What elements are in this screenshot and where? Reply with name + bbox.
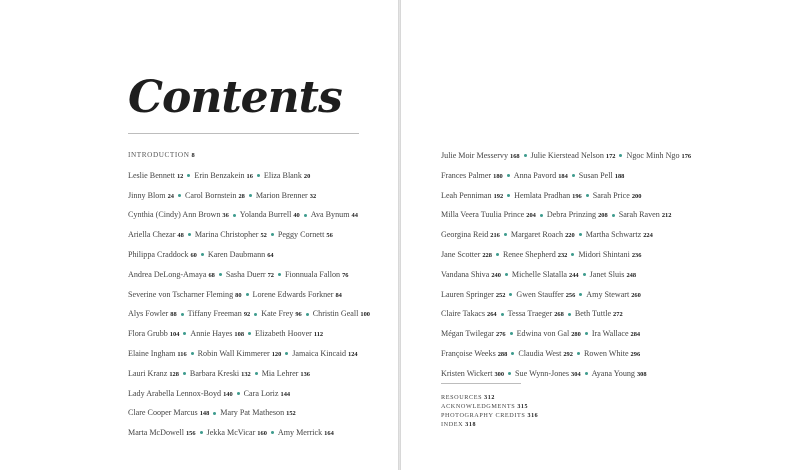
bullet-icon [181, 313, 184, 316]
toc-entry-name[interactable]: Sue Wynn-Jones [515, 368, 570, 378]
toc-entry-page: 72 [267, 271, 274, 279]
toc-line [441, 364, 691, 384]
backmatter-item[interactable] [441, 411, 538, 420]
bullet-icon [586, 194, 589, 197]
bullet-icon [246, 293, 249, 296]
toc-entry-page: 208 [598, 212, 608, 220]
toc-line [441, 146, 691, 166]
bullet-icon [271, 431, 274, 434]
toc-entry-page: 228 [482, 251, 492, 259]
bullet-icon [237, 392, 240, 395]
bullet-icon [306, 313, 309, 316]
toc-entry-page: 244 [569, 271, 579, 279]
toc-right-column [441, 146, 691, 384]
toc-entry-name[interactable]: Julie Moir Messervy [441, 151, 508, 160]
bullet-icon [496, 253, 499, 256]
toc-line [128, 265, 370, 285]
toc-entry-name[interactable]: Andrea DeLong-Amaya [128, 269, 207, 279]
toc-entry-name[interactable]: Ariella Chezar [128, 230, 176, 240]
toc-line [128, 344, 370, 364]
bullet-icon [507, 194, 510, 197]
toc-entry-page: 52 [260, 232, 267, 240]
toc-entry-name[interactable]: Leslie Bennett [128, 170, 175, 180]
toc-entry-page: 20 [303, 172, 311, 180]
toc-entry-name[interactable]: Elaine Ingham [128, 348, 176, 358]
toc-entry-page: 272 [613, 311, 623, 319]
bullet-icon [510, 332, 513, 335]
toc-entry-page: 68 [208, 271, 215, 279]
toc-entry-name[interactable]: Susan Pell [578, 170, 613, 180]
toc-entry-name[interactable]: Michelle Slatalla [511, 269, 567, 279]
bullet-icon [524, 154, 527, 157]
toc-entry-page: 148 [199, 410, 210, 418]
bullet-icon [511, 352, 514, 355]
toc-entry-name[interactable]: Lady Arabella Lennox-Boyd [128, 388, 222, 398]
backmatter-item[interactable] [441, 420, 538, 429]
bullet-icon [285, 352, 288, 355]
bullet-icon [579, 293, 582, 296]
toc-entry-name[interactable]: Karen Daubmann [207, 249, 266, 259]
toc-entry-name[interactable]: Mary Pat Matheson [220, 408, 285, 418]
toc-entry-page: 220 [565, 232, 575, 240]
toc-entry-name[interactable]: Renee Shepherd [502, 249, 556, 259]
toc-entry-page: 24 [167, 192, 174, 200]
bullet-icon [579, 233, 582, 236]
toc-entry-page: 104 [169, 331, 180, 339]
toc-entry-page: 256 [565, 291, 576, 299]
bullet-icon [200, 431, 203, 434]
toc-line [441, 265, 691, 285]
bullet-icon [248, 332, 251, 335]
toc-entry-name[interactable]: Annie Hayes [190, 329, 233, 339]
toc-line [441, 285, 691, 305]
toc-entry-name[interactable]: Tiffany Freeman [187, 309, 242, 319]
toc-entry-page: 180 [493, 172, 503, 180]
bullet-icon [254, 313, 257, 316]
toc-entry-page: 200 [631, 192, 642, 200]
toc-entry-name[interactable]: Erin Benzakein [194, 170, 245, 180]
toc-entry-page: 44 [351, 212, 358, 220]
backmatter-list [441, 393, 538, 429]
toc-entry-name[interactable]: Yolanda Burrell [239, 210, 292, 220]
bullet-icon [572, 174, 575, 177]
toc-line [441, 166, 691, 186]
toc-entry-name[interactable]: Claudia West [518, 348, 562, 358]
toc-line [128, 205, 370, 225]
toc-entry-name[interactable]: Frances Palmer [441, 170, 492, 180]
toc-entry-name[interactable]: Hemlata Pradhan [514, 190, 571, 200]
toc-entry-name[interactable]: Alys Fowler [128, 309, 169, 319]
toc-entry-name[interactable]: Philippa Craddock [128, 249, 189, 259]
toc-entry-name[interactable]: Barbara Kreski [189, 368, 240, 378]
bullet-icon [571, 253, 574, 256]
bullet-icon [257, 174, 260, 177]
toc-entry-name[interactable]: Sarah Raven [618, 210, 660, 220]
backmatter-label: ACKNOWLEDGMENTS [441, 403, 516, 410]
toc-entry-page: 164 [324, 430, 334, 438]
toc-entry-page: 304 [571, 370, 581, 378]
toc-entry-page: 252 [495, 291, 506, 299]
toc-entry-page: 160 [257, 430, 267, 438]
toc-entry-page: 288 [497, 350, 508, 358]
toc-entry-name[interactable]: Severine von Tscharner Fleming [128, 289, 234, 299]
bullet-icon [249, 194, 252, 197]
toc-entry-name[interactable]: Martha Schwartz [585, 230, 642, 240]
toc-entry-page: 100 [360, 311, 370, 319]
toc-entry-page: 292 [563, 350, 573, 358]
toc-entry-name[interactable]: Elizabeth Hoover [255, 329, 312, 339]
toc-entry-page: 36 [222, 212, 229, 220]
bullet-icon [507, 174, 510, 177]
bullet-icon [188, 233, 191, 236]
toc-line [128, 225, 370, 245]
toc-entry-page: 264 [487, 311, 497, 319]
toc-entry-page: 12 [176, 172, 184, 180]
toc-entry-page: 108 [234, 331, 245, 339]
toc-entry-name[interactable]: Mia Lehrer [261, 368, 299, 378]
toc-entry-page: 188 [614, 172, 625, 180]
toc-entry-page: 248 [626, 271, 637, 279]
toc-entry-name[interactable]: Anna Pavord [513, 170, 557, 180]
bullet-icon [304, 214, 307, 217]
toc-entry-page: 16 [246, 172, 253, 180]
bullet-icon [233, 214, 236, 217]
toc-line [441, 186, 691, 206]
title-divider [128, 133, 359, 134]
bullet-icon [577, 352, 580, 355]
toc-entry-page: 28 [238, 192, 245, 200]
bullet-icon [191, 352, 194, 355]
toc-entry-name[interactable]: Lauri Kranz [128, 368, 168, 378]
left-page [0, 0, 398, 470]
toc-entry-page: 152 [286, 410, 296, 418]
bullet-icon [568, 313, 571, 316]
toc-entry-name[interactable]: Marion Brenner [255, 190, 308, 200]
toc-entry-page: 140 [223, 390, 233, 398]
toc-entry-page: 144 [280, 390, 291, 398]
toc-entry-name[interactable]: Edwina von Gal [516, 329, 570, 339]
toc-line [128, 403, 370, 423]
bullet-icon [508, 372, 511, 375]
toc-entry-page: 120 [271, 350, 282, 358]
intro-label: INTRODUCTION [128, 151, 190, 159]
toc-entry-name[interactable]: Clare Cooper Marcus [128, 408, 198, 418]
bullet-icon [501, 313, 504, 316]
toc-entry-name[interactable]: Françoise Weeks [441, 348, 496, 358]
bullet-icon [255, 372, 258, 375]
toc-entry-page: 84 [335, 291, 342, 299]
toc-entry-name[interactable]: Ira Wallace [591, 329, 629, 339]
toc-entry-page: 48 [177, 232, 184, 240]
toc-entry-page: 60 [190, 251, 197, 259]
toc-intro-line [128, 146, 370, 166]
backmatter-page: 316 [527, 413, 539, 419]
toc-entry-name[interactable]: Lauren Springer [441, 289, 494, 299]
toc-entry-name[interactable]: Sasha Duerr [225, 269, 266, 279]
toc-entry-page: 224 [643, 232, 653, 240]
toc-entry-page: 276 [496, 331, 506, 339]
toc-entry-name[interactable]: Ngoc Minh Ngo [626, 151, 680, 160]
backmatter-page: 318 [465, 422, 477, 428]
toc-entry-name[interactable]: Sarah Price [592, 190, 630, 200]
toc-entry-page: 116 [177, 350, 187, 358]
backmatter-item[interactable] [441, 393, 538, 402]
toc-entry-page: 76 [342, 271, 349, 279]
toc-entry-name[interactable]: Fionnuala Fallon [285, 269, 341, 279]
backmatter-label: INDEX [441, 421, 464, 428]
toc-entry-name[interactable]: Cynthia (Cindy) Ann Brown [128, 210, 221, 220]
bullet-icon [619, 154, 622, 157]
toc-entry-name[interactable]: Mégan Twilegar [441, 329, 495, 339]
toc-entry-page: 40 [293, 212, 300, 220]
toc-line [128, 384, 370, 404]
toc-entry-page: 196 [572, 192, 582, 200]
toc-entry-page: 88 [170, 311, 177, 319]
toc-entry-name[interactable]: Carol Bornstein [184, 190, 237, 200]
toc-entry-page: 236 [631, 251, 642, 259]
toc-entry-name[interactable]: Flora Grubb [128, 329, 168, 339]
toc-entry-page: 232 [557, 251, 568, 259]
toc-entry-page: 268 [554, 311, 564, 319]
toc-line [441, 205, 691, 225]
toc-entry-name[interactable]: Vandana Shiva [441, 269, 490, 279]
toc-entry-name[interactable]: Debra Prinzing [546, 210, 597, 220]
toc-entry-name[interactable]: Julie Kierstead Nelson [530, 151, 604, 160]
toc-entry-name[interactable]: Kristen Wickert [441, 368, 493, 378]
toc-entry-page: 92 [243, 311, 251, 319]
bullet-icon [278, 273, 281, 276]
toc-entry-page: 260 [631, 291, 641, 299]
toc-entry-name[interactable]: Ava Bynum [310, 210, 350, 220]
bullet-icon [201, 253, 204, 256]
toc-line [441, 304, 691, 324]
toc-entry-name[interactable]: Marina Christopher [194, 230, 259, 240]
toc-entry-page: 176 [681, 153, 692, 160]
toc-entry-name[interactable]: Tessa Traeger [507, 309, 553, 319]
bullet-icon [509, 293, 512, 296]
toc-entry-page: 64 [267, 251, 274, 259]
toc-entry-name[interactable]: Amy Stewart [586, 289, 630, 299]
toc-line [441, 324, 691, 344]
toc-entry-name[interactable]: Lorene Edwards Forkner [252, 289, 334, 299]
toc-entry-page: 300 [494, 370, 505, 378]
backmatter-label: PHOTOGRAPHY CREDITS [441, 412, 526, 419]
toc-entry-page: 308 [636, 370, 647, 378]
toc-line [128, 285, 370, 305]
toc-entry-name[interactable]: Midori Shintani [578, 249, 630, 259]
toc-entry-page: 192 [493, 192, 504, 200]
toc-entry-page: 80 [235, 291, 242, 299]
toc-entry-name[interactable]: Janet Sluis [589, 269, 625, 279]
bullet-icon [183, 372, 186, 375]
bullet-icon [504, 233, 507, 236]
toc-line [128, 245, 370, 265]
toc-entry-page: 240 [491, 271, 501, 279]
toc-entry-page: 128 [169, 370, 179, 378]
backmatter-page: 315 [517, 404, 529, 410]
backmatter-page: 312 [484, 395, 495, 401]
toc-entry-name[interactable]: Jinny Blom [128, 190, 166, 200]
toc-entry-name[interactable]: Ayana Young [591, 368, 635, 378]
bullet-icon [612, 214, 615, 217]
toc-entry-page: 296 [630, 350, 641, 358]
toc-entry-name[interactable]: Claire Takacs [441, 309, 486, 319]
toc-line [128, 304, 370, 324]
bullet-icon [219, 273, 222, 276]
toc-entry-name[interactable]: Marta McDowell [128, 428, 184, 438]
toc-entry-name[interactable]: Jane Scotter [441, 249, 481, 259]
bullet-icon [187, 174, 190, 177]
toc-entry-name[interactable]: Cara Loriz [243, 388, 279, 398]
toc-entry-name[interactable]: Jamaica Kincaid [292, 348, 346, 358]
backmatter-label: RESOURCES [441, 394, 483, 401]
toc-entry-page: 284 [630, 331, 641, 339]
toc-entry-page: 168 [510, 153, 520, 160]
toc-entry-page: 124 [348, 350, 358, 358]
toc-entry-name[interactable]: Rowen White [583, 348, 629, 358]
toc-entry-page: 32 [309, 192, 317, 200]
toc-entry-name[interactable]: Amy Merrick [277, 428, 323, 438]
toc-entry-name[interactable]: Leah Penniman [441, 190, 492, 200]
toc-line [128, 186, 370, 206]
toc-entry-page: 112 [313, 331, 324, 339]
toc-entry-name[interactable]: Eliza Blank [263, 170, 302, 180]
toc-entry-page: 156 [185, 430, 196, 438]
bullet-icon [271, 233, 274, 236]
toc-entry-page: 216 [490, 232, 500, 240]
bullet-icon [178, 194, 181, 197]
bullet-icon [583, 273, 586, 276]
toc-left-column [128, 146, 370, 443]
toc-line [441, 225, 691, 245]
toc-entry-name[interactable]: Georgina Reid [441, 230, 489, 240]
toc-line [128, 324, 370, 344]
toc-entry-name[interactable]: Kate Frey [261, 309, 294, 319]
toc-entry-page: 132 [241, 370, 251, 378]
toc-line [441, 245, 691, 265]
toc-entry-name[interactable]: Christin Geall [312, 309, 359, 319]
bullet-icon [585, 332, 588, 335]
page-title: Contents [128, 72, 342, 123]
bullet-icon [585, 372, 588, 375]
toc-line [441, 344, 691, 364]
toc-entry-name[interactable]: Peggy Cornett [277, 230, 325, 240]
toc-entry-page: 172 [605, 153, 616, 160]
toc-entry-name[interactable]: Gwen Stauffer [516, 289, 564, 299]
toc-entry-page: 204 [526, 212, 536, 220]
toc-entry-page: 184 [558, 172, 568, 180]
toc-line [128, 166, 370, 186]
intro-page: 8 [191, 152, 196, 159]
backmatter-divider [441, 383, 521, 384]
toc-entry-name[interactable]: Beth Tuttle [574, 309, 612, 319]
toc-entry-page: 212 [661, 212, 672, 220]
toc-line [128, 364, 370, 384]
bullet-icon [183, 332, 186, 335]
bullet-icon [540, 214, 543, 217]
bullet-icon [505, 273, 508, 276]
toc-entry-name[interactable]: Robin Wall Kimmerer [197, 348, 270, 358]
toc-entry-page: 56 [326, 232, 333, 240]
toc-line [128, 423, 370, 443]
backmatter-item[interactable] [441, 402, 538, 411]
toc-entry-name[interactable]: Jekka McVicar [206, 428, 256, 438]
bullet-icon [213, 412, 216, 415]
toc-entry-name[interactable]: Margaret Roach [510, 230, 564, 240]
toc-entry-name[interactable]: Milla Veera Tuulia Prince [441, 210, 525, 220]
toc-entry-page: 280 [571, 331, 581, 339]
toc-entry-page: 136 [300, 370, 310, 378]
toc-entry-page: 96 [295, 311, 302, 319]
